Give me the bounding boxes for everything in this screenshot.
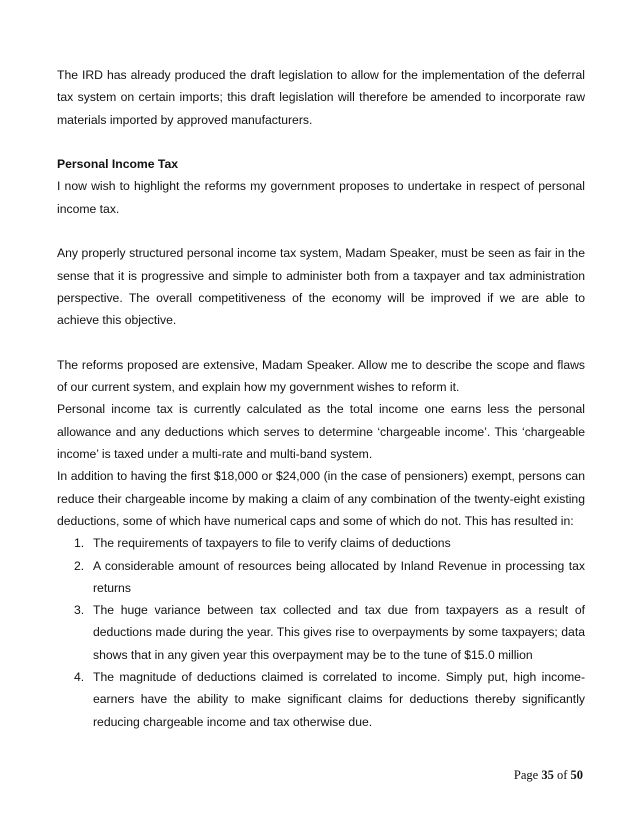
results-list [57, 532, 585, 733]
total-pages: 50 [570, 768, 583, 782]
paragraph-calculation: Personal income tax is currently calculated as the total income one earns less the personal allowance and any deductions which serves to determine ‘chargeable income’. This ‘chargeable income’ is taxed under a multi-rate and multi-band system. [57, 402, 585, 462]
paragraph-scope: The reforms proposed are extensive, Madam Speaker. Allow me to describe the scope and flaws of our current system, and explain how my government wishes to reform it. [57, 357, 585, 395]
paragraph-spacer [57, 332, 585, 354]
of-label: of [556, 768, 568, 782]
list-number: 1. [74, 536, 85, 551]
paragraph-spacer [57, 220, 585, 242]
paragraph-deductions: In addition to having the first $18,000 or $24,000 (in the case of pensioners) exempt, persons can reduce their chargeable income by making a claim of any combination of the twenty-eight existing deductions, some of which have numerical caps and some of which do not. This has resulted in: [57, 469, 585, 528]
list-number: 3. [74, 603, 85, 618]
paragraph-spacer [57, 131, 585, 153]
list-item [74, 666, 585, 733]
page-body [57, 64, 585, 733]
list-text: The requirements of taxpayers to file to verify claims of deductions [93, 536, 451, 551]
page-label: Page [513, 768, 539, 782]
section-heading: Personal Income Tax [57, 157, 179, 172]
list-number: 2. [74, 558, 85, 573]
list-item [74, 532, 585, 554]
paragraph-fairness: Any properly structured personal income tax system, Madam Speaker, must be seen as fair in the sense that it is progressive and simple to administer both from a taxpayer and tax administration perspective. The overall competitiveness of the economy will be improved if we are able to achieve this objective. [57, 246, 585, 328]
paragraph-deferral-tax: The IRD has already produced the draft legislation to allow for the implementation of the deferral tax system on certain imports; this draft legislation will therefore be amended to incorporate raw materials imported by approved manufacturers. [57, 68, 585, 127]
list-text: The huge variance between tax collected and tax due from taxpayers as a result of deductions made during the year. This gives rise to overpayments by some taxpayers; data shows that in any given year this overpayment may be to the tune of $15.0 million [93, 603, 585, 662]
list-text: A considerable amount of resources being allocated by Inland Revenue in processing tax returns [93, 558, 585, 595]
page-footer [514, 768, 583, 783]
list-item [74, 555, 585, 600]
list-number: 4. [74, 670, 85, 685]
paragraph-intro: I now wish to highlight the reforms my government proposes to undertake in respect of personal income tax. [57, 179, 585, 216]
page-number: 35 [541, 768, 554, 782]
list-text: The magnitude of deductions claimed is correlated to income. Simply put, high income-earners have the ability to make significant claims for deductions thereby significantly reducing chargeable income and tax otherwise due. [93, 670, 585, 729]
list-item [74, 599, 585, 666]
